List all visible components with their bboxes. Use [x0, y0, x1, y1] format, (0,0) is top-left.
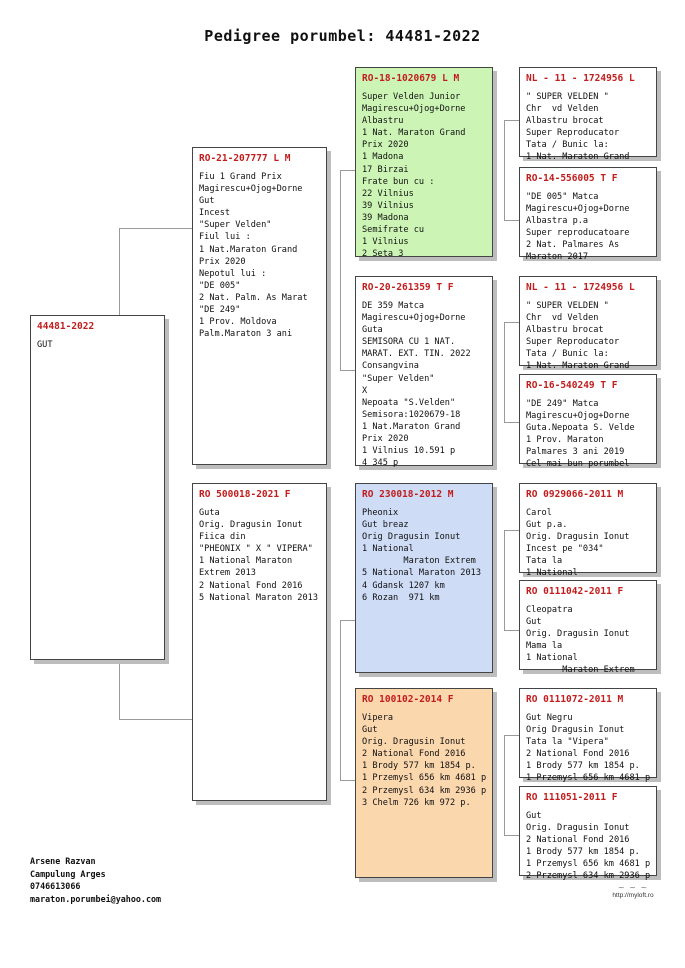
connector-line	[340, 620, 341, 780]
connector-line	[340, 170, 341, 370]
pedigree-card-sds	[519, 276, 657, 372]
card-details: Carol Gut p.a. Orig. Dragusin Ionut Incest pe "034" Tata la 1 National	[526, 508, 630, 579]
card-details: GUT	[37, 340, 53, 350]
connector-line	[340, 170, 356, 171]
pedigree-card-dam-sire	[355, 483, 493, 673]
ring-number: RO-21-207777 L M	[199, 153, 291, 164]
pedigree-card-sdd	[519, 374, 657, 470]
ring-number: RO-14-556005 T F	[526, 173, 618, 184]
owner-name: Arsene Razvan	[30, 856, 96, 866]
ring-number: RO 0111042-2011 F	[526, 586, 624, 597]
connector-line	[504, 835, 520, 836]
card-details: " SUPER VELDEN " Chr vd Velden Albastru brocat Super Reproducator Tata / Bunic la: 1 Nat. Maraton Grand	[526, 92, 630, 163]
ring-number: RO 500018-2021 F	[199, 489, 291, 500]
ring-number: RO-18-1020679 L M	[362, 73, 460, 84]
logo-url: http://myloft.ro	[612, 892, 654, 899]
connector-line	[504, 735, 505, 835]
pedigree-card-ssd	[519, 167, 657, 263]
connector-line	[119, 228, 120, 318]
card-details: Super Velden Junior Magirescu+Ojog+Dorne Albastru 1 Nat. Maraton Grand Prix 2020 1 Madona 17 Birzai Frate bun cu : 22 Vilnius 39 Vilnius 39 Madona Semifrate cu 1 Vilnius 2 Seta 3	[362, 92, 466, 260]
ring-number: 44481-2022	[37, 321, 95, 332]
card-details: Vipera Gut Orig. Dragusin Ionut 2 National Fond 2016 1 Brody 577 km 1854 p. 1 Przemysl 656 km 4681 p 2 Przemysl 634 km 2936 p 3 Chelm 726 km 972 p.	[362, 713, 487, 808]
connector-line	[504, 120, 520, 121]
pedigree-card-ddd	[519, 786, 657, 882]
connector-line	[504, 322, 520, 323]
connector-line	[504, 322, 505, 422]
connector-line	[119, 228, 193, 229]
connector-line	[504, 422, 520, 423]
card-details: " SUPER VELDEN " Chr vd Velden Albastru brocat Super Reproducator Tata / Bunic la: 1 Nat. Maraton Grand	[526, 301, 630, 372]
ring-number: RO 230018-2012 M	[362, 489, 454, 500]
ring-number: RO-20-261359 T F	[362, 282, 454, 293]
signature-mark: ~ ~ ~	[617, 883, 649, 892]
owner-phone: 0746613066	[30, 881, 81, 892]
card-details: DE 359 Matca Magirescu+Ojog+Dorne Guta SEMISORA CU 1 NAT. MARAT. EXT. TIN. 2022 Consangvina "Super Velden" X Nepoata "S.Velden" Semisora:1020679-18 1 Nat.Maraton Grand Prix 2020 1 Vilnius 10.591 p 4 345 p	[362, 301, 471, 469]
owner-city: Campulung Arges	[30, 868, 106, 879]
card-details: Guta Orig. Dragusin Ionut Fiica din "PHEONIX " X " VIPERA" 1 National Maraton Extrem 2013 2 National Fond 2016 5 National Maraton 2013	[199, 508, 318, 603]
card-details: "DE 249" Matca Magirescu+Ojog+Dorne Guta.Nepoata S. Velde 1 Prov. Maraton Palmares 3 ani 2019 Cel mai bun porumbel	[526, 399, 635, 470]
connector-line	[340, 620, 356, 621]
ring-number: RO 0929066-2011 M	[526, 489, 624, 500]
page-title: Pedigree porumbel: 44481-2022	[204, 27, 481, 45]
connector-line	[504, 630, 520, 631]
pedigree-card-sire-dam	[355, 276, 493, 469]
connector-line	[504, 530, 505, 630]
pedigree-card-dam-dam	[355, 688, 493, 878]
ring-number: RO 111051-2011 F	[526, 792, 618, 803]
pedigree-card-dds	[519, 688, 657, 784]
card-details: Gut Orig. Dragusin Ionut 2 National Fond 2016 1 Brody 577 km 1854 p. 1 Przemysl 656 km 4681 p 2 Przemysl 634 km 2936 p	[526, 811, 651, 882]
pedigree-card-sire-sire	[355, 67, 493, 260]
ring-number: RO 100102-2014 F	[362, 694, 454, 705]
owner-contact	[30, 855, 161, 905]
pedigree-card-dam	[192, 483, 327, 801]
connector-line	[119, 719, 193, 720]
pedigree-card-sss	[519, 67, 657, 163]
owner-email: maraton.porumbei@yahoo.com	[30, 893, 162, 904]
myloft-logo	[603, 883, 663, 899]
card-details: Pheonix Gut breaz Orig Dragusin Ionut 1 National Maraton Extrem 5 National Maraton 2013 4 Gdansk 1207 km 6 Rozan 971 km	[362, 508, 481, 603]
pedigree-card-dss	[519, 483, 657, 579]
card-details: Fiu 1 Grand Prix Magirescu+Ojog+Dorne Gut Incest "Super Velden" Fiul lui : 1 Nat.Maraton Grand Prix 2020 Nepotul lui : "DE 005" 2 Nat. Palm. As Marat "DE 249" 1 Prov. Moldova Palm.Maraton 3 ani	[199, 172, 308, 340]
connector-line	[504, 120, 505, 220]
connector-line	[340, 780, 356, 781]
connector-line	[119, 659, 120, 719]
pedigree-card-dsd	[519, 580, 657, 676]
card-details: Gut Negru Orig Dragusin Ionut Tata la "Vipera" 2 National Fond 2016 1 Brody 577 km 1854 p. 1 Przemysl 656 km 4681 p	[526, 713, 651, 784]
pedigree-card-sire	[192, 147, 327, 465]
connector-line	[504, 220, 520, 221]
card-details: Cleopatra Gut Orig. Dragusin Ionut Mama la 1 National Maraton Extrem	[526, 605, 635, 676]
ring-number: RO 0111072-2011 M	[526, 694, 624, 705]
ring-number: NL - 11 - 1724956 L	[526, 73, 635, 84]
ring-number: NL - 11 - 1724956 L	[526, 282, 635, 293]
connector-line	[504, 530, 520, 531]
connector-line	[504, 735, 520, 736]
pedigree-card-subject	[30, 315, 165, 660]
card-details: "DE 005" Matca Magirescu+Ojog+Dorne Albastra p.a Super reproducatoare 2 Nat. Palmares As Maraton 2017	[526, 192, 630, 263]
connector-line	[340, 370, 356, 371]
ring-number: RO-16-540249 T F	[526, 380, 618, 391]
